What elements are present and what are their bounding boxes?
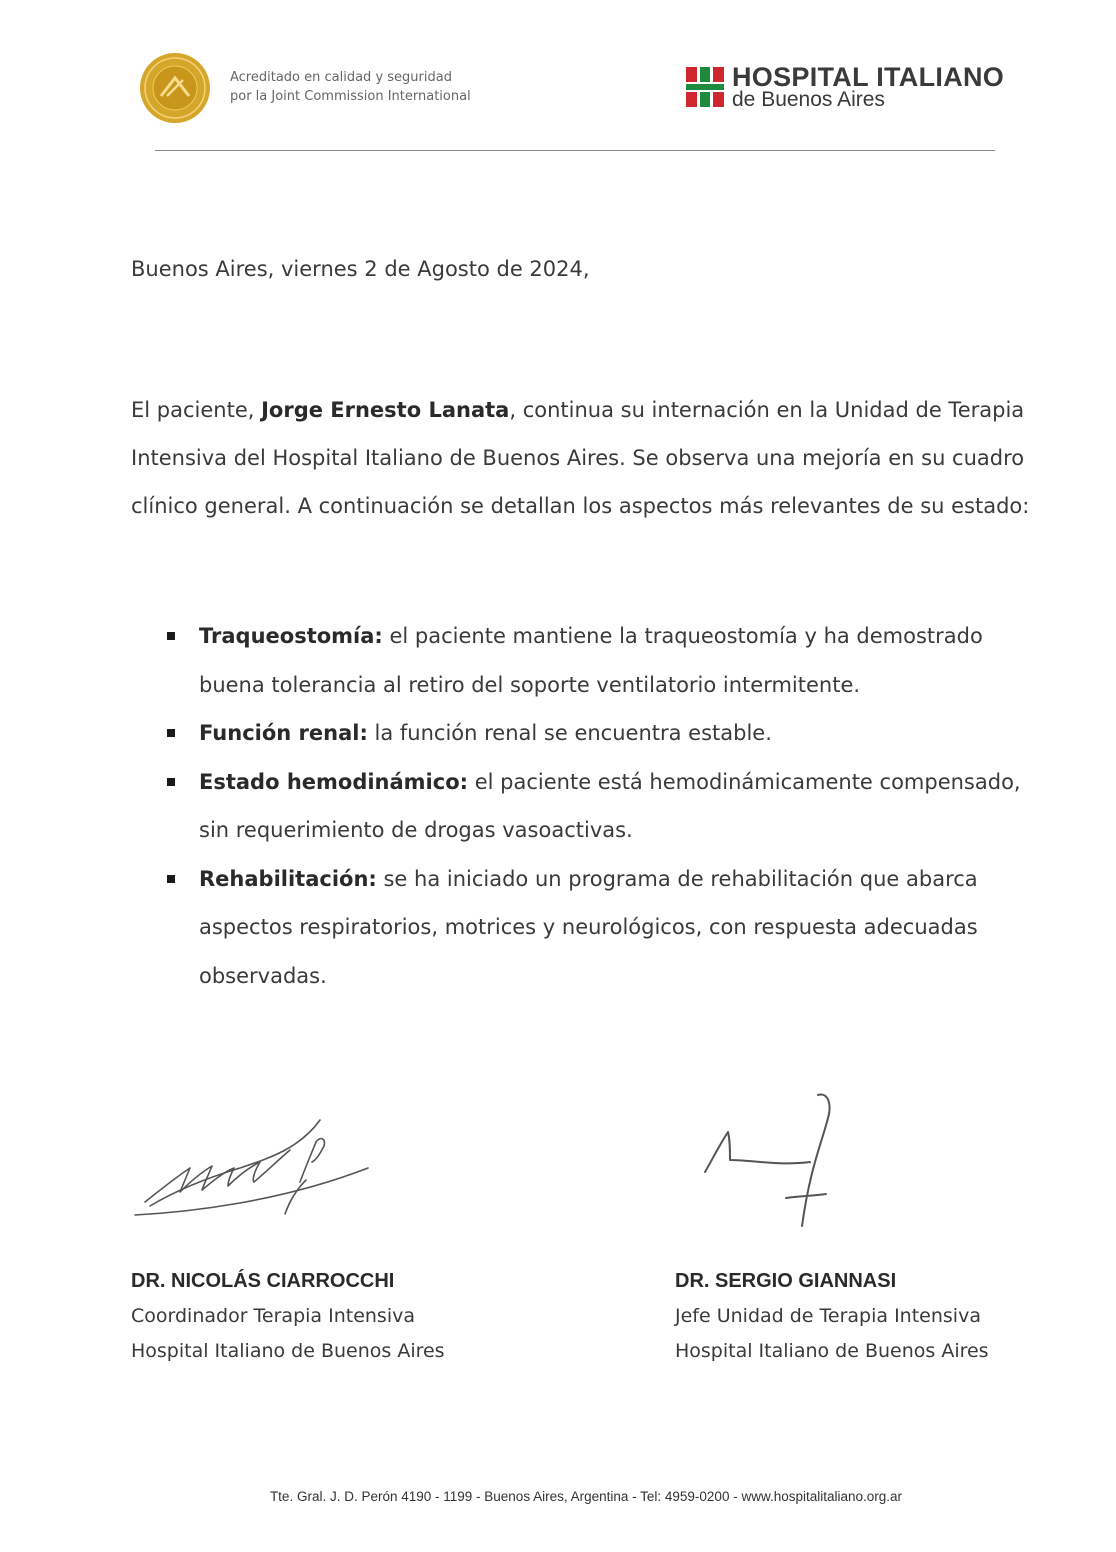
hospital-name: HOSPITAL ITALIANO bbox=[732, 62, 1005, 92]
signer-role: Jefe Unidad de Terapia Intensiva bbox=[675, 1305, 981, 1327]
intro-pre: El paciente, bbox=[131, 398, 262, 422]
item-title: Traqueostomía: bbox=[199, 624, 383, 648]
accreditation-text bbox=[230, 68, 471, 106]
list-item-tracheostomy bbox=[163, 612, 1053, 709]
item-text: el paciente mantiene la traqueostomía y ha demostrado buena tolerancia al retiro del soporte ventilatorio intermitente. bbox=[199, 624, 983, 697]
jci-seal-icon bbox=[139, 52, 211, 124]
patient-name: Jorge Ernesto Lanata bbox=[261, 398, 510, 422]
bullet-icon bbox=[167, 875, 175, 883]
bullet-icon bbox=[167, 729, 175, 737]
bullet-icon bbox=[167, 778, 175, 786]
list-item-rehabilitation bbox=[163, 855, 1053, 1001]
item-title: Rehabilitación: bbox=[199, 866, 377, 891]
item-title: Función renal: bbox=[199, 721, 368, 745]
list-item-hemodynamic bbox=[163, 758, 1053, 855]
signer-name: DR. SERGIO GIANNASI bbox=[675, 1270, 897, 1292]
item-text: se ha iniciado un programa de rehabilitación que abarca aspectos respiratorios, motrices y neurológicos, con respuesta adecuadas observadas. bbox=[199, 866, 978, 988]
accreditation-line-1: Acreditado en calidad y seguridad bbox=[230, 70, 452, 85]
accreditation-line-2: por la Joint Commission International bbox=[230, 89, 471, 104]
signer-name: DR. NICOLÁS CIARROCCHI bbox=[131, 1270, 395, 1292]
item-text: el paciente está hemodinámicamente compensado, sin requerimiento de drogas vasoactivas. bbox=[199, 769, 1021, 842]
hospital-cross-logo-icon bbox=[686, 67, 724, 107]
footer-address: Tte. Gral. J. D. Perón 4190 - 1199 - Buenos Aires, Argentina - Tel: 4959-0200 - www.hospitalitaliano.org.ar bbox=[269, 1489, 903, 1504]
status-list bbox=[163, 612, 1053, 1000]
item-title: Estado hemodinámico: bbox=[199, 769, 469, 794]
signature-left-icon bbox=[130, 1110, 375, 1225]
footer bbox=[0, 1489, 1116, 1504]
list-item-renal bbox=[163, 709, 1053, 758]
item-text: la función renal se encuentra estable. bbox=[367, 721, 772, 745]
signer-left bbox=[131, 1264, 445, 1369]
signer-role: Coordinador Terapia Intensiva bbox=[131, 1305, 415, 1327]
signer-institution: Hospital Italiano de Buenos Aires bbox=[131, 1340, 445, 1362]
signer-institution: Hospital Italiano de Buenos Aires bbox=[675, 1340, 989, 1362]
letter-date: Buenos Aires, viernes 2 de Agosto de 2024, bbox=[131, 257, 590, 281]
signature-right-icon bbox=[700, 1090, 845, 1230]
bullet-icon bbox=[167, 632, 175, 640]
intro-paragraph bbox=[131, 386, 1051, 530]
intro-post: , continua su internación en la Unidad de Terapia Intensiva del Hospital Italiano de Buenos Aires. Se observa una mejoría en su cuadro clínico general. A continuación se detallan los aspectos más relevantes de su estado: bbox=[131, 398, 1030, 518]
signer-right bbox=[675, 1264, 989, 1369]
hospital-subtitle: de Buenos Aires bbox=[732, 88, 885, 111]
header-divider bbox=[155, 150, 995, 151]
